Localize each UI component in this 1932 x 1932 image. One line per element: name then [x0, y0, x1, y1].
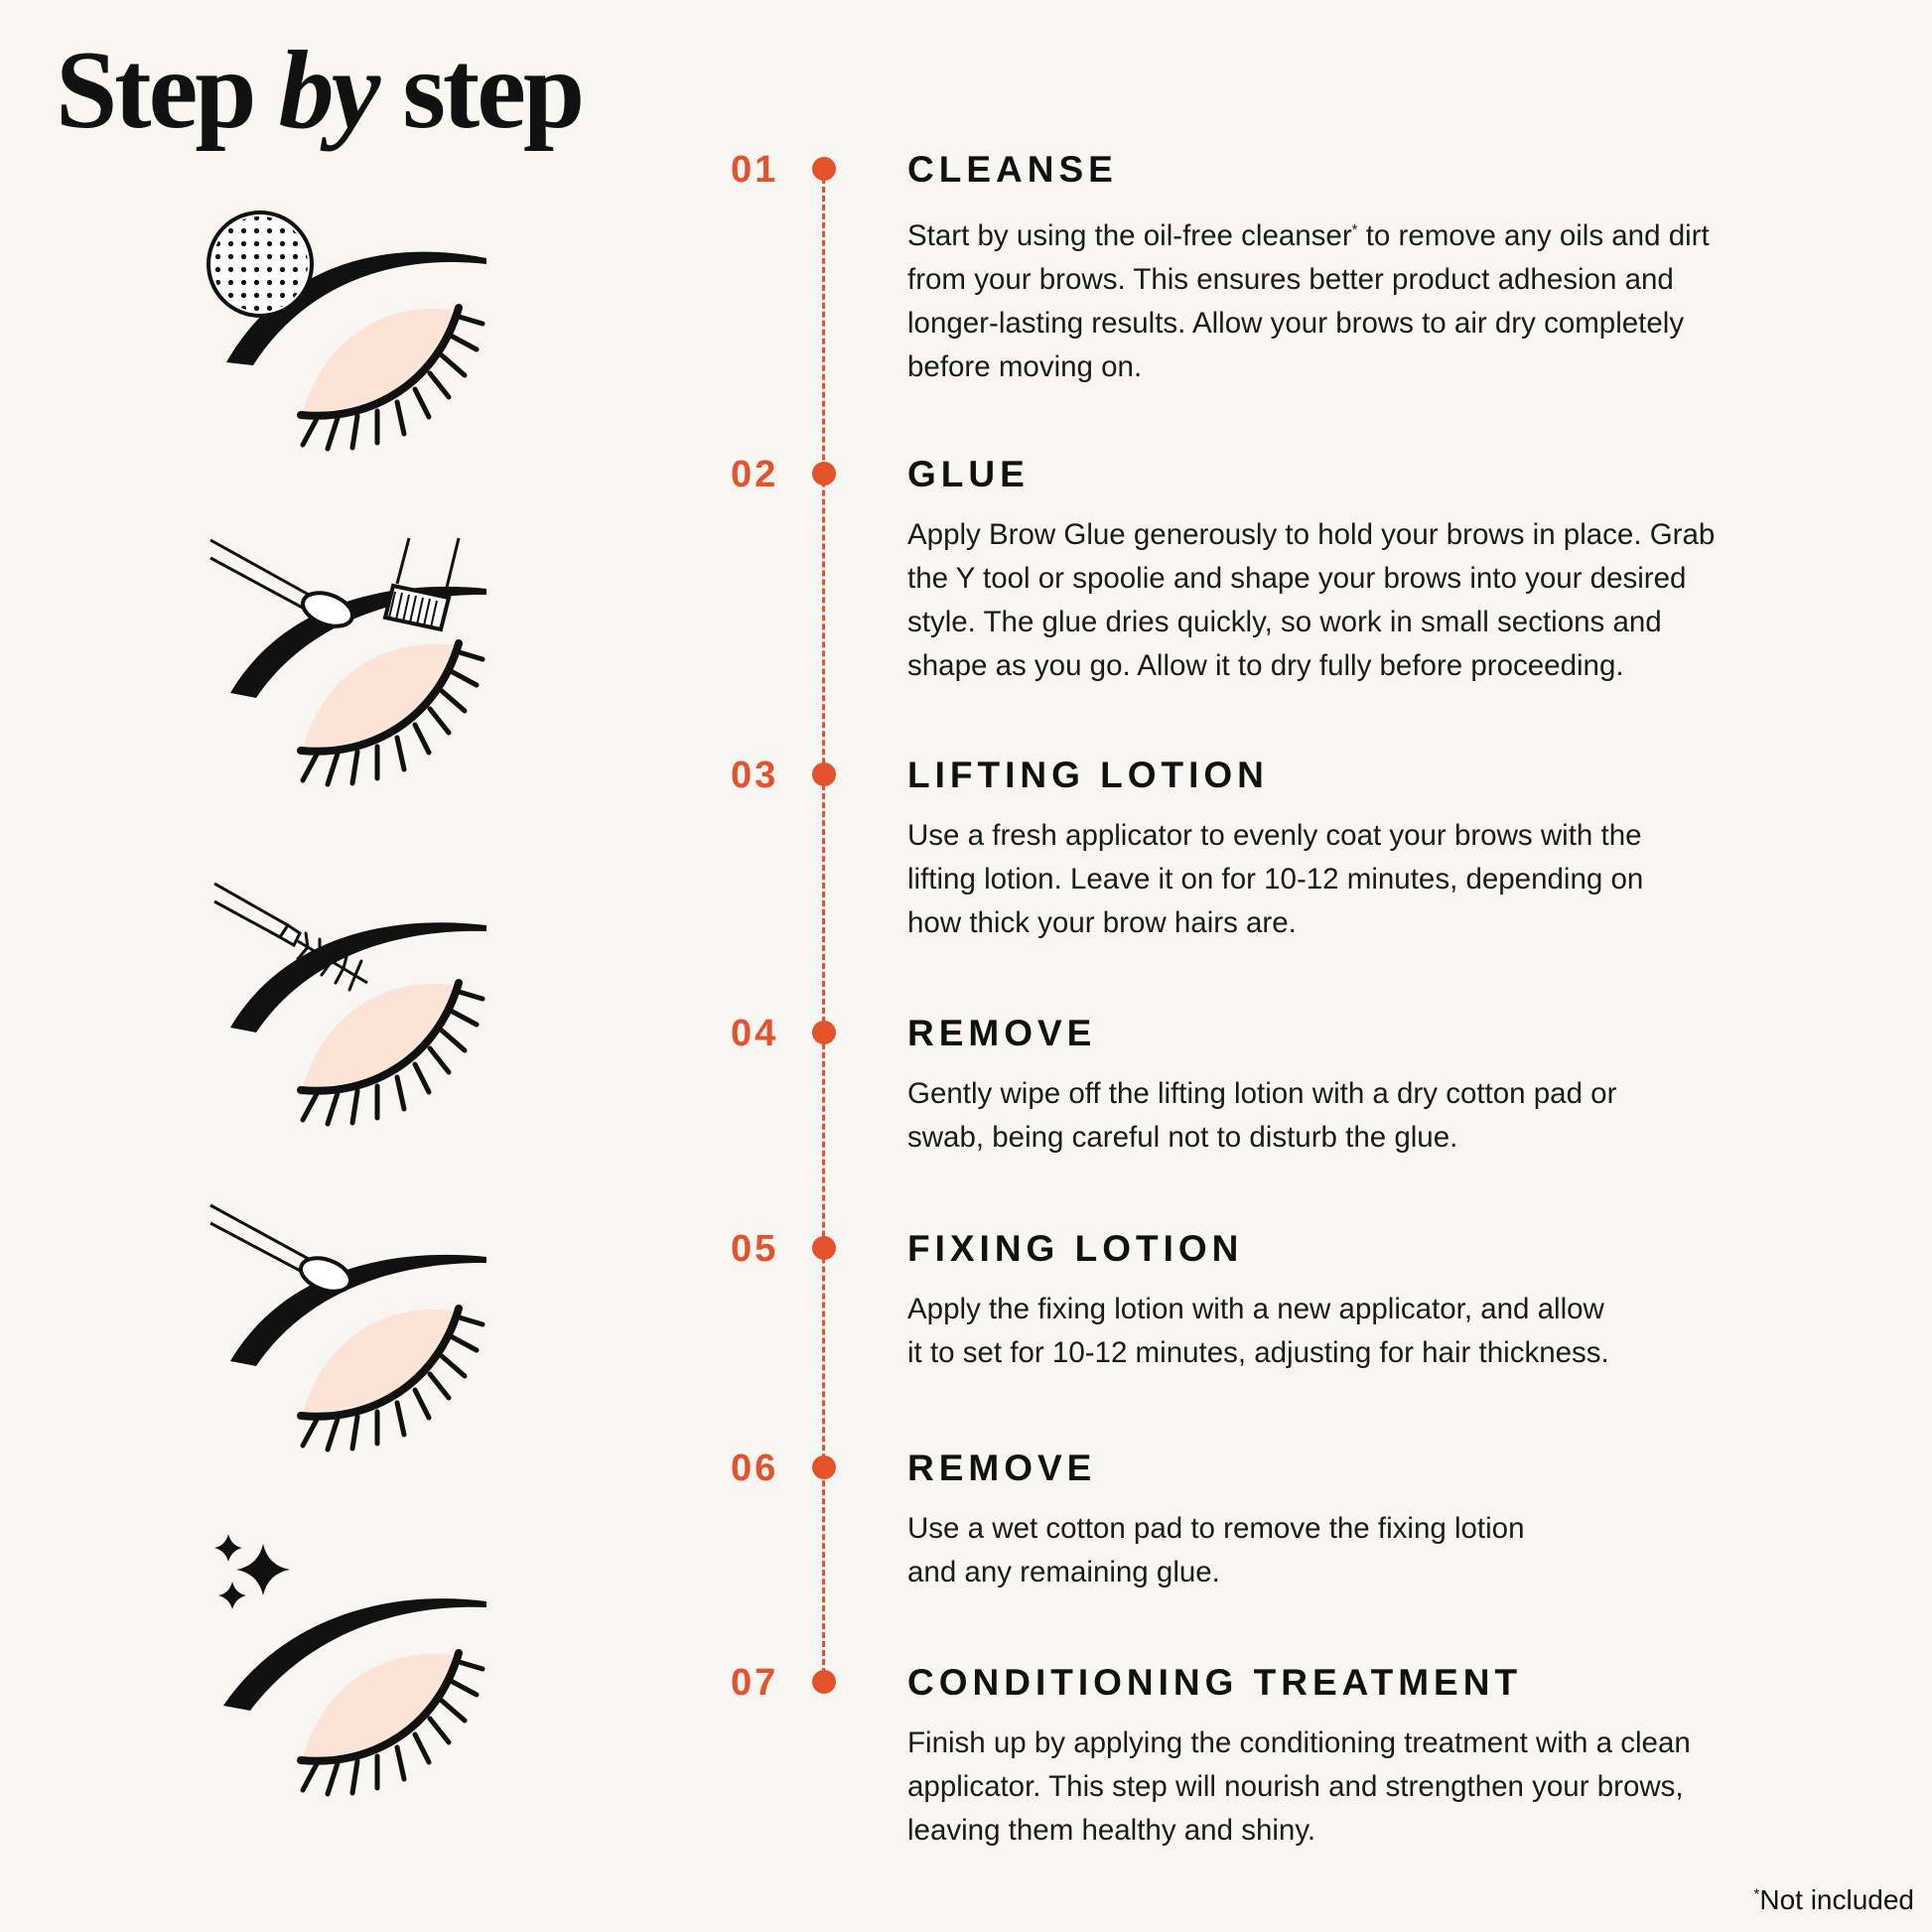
timeline-dot	[812, 1455, 836, 1479]
step-number: 05	[731, 1228, 779, 1270]
step-heading: CLEANSE	[907, 149, 1118, 190]
timeline-dot	[812, 1670, 836, 1694]
footnote	[1754, 1884, 1915, 1916]
footnote-text: Not included	[1759, 1884, 1914, 1915]
asterisk-mark: *	[1351, 221, 1358, 238]
step-number: 03	[731, 755, 779, 796]
step-description: Gently wipe off the lifting lotion with a dry cotton pad or swab, being careful not to disturb the glue.	[907, 1077, 1617, 1154]
step-heading: CONDITIONING TREATMENT	[907, 1662, 1523, 1703]
eye-applicator-y-tool-icon	[199, 534, 496, 792]
step-number: 07	[731, 1662, 779, 1704]
step-text-part: to remove any oils and dirt from your brows. This ensures better product adhesion and longer-lasting results. Allow your brows to air dry completely before moving on.	[907, 218, 1710, 383]
step-description: Use a wet cotton pad to remove the fixing lotion and any remaining glue.	[907, 1512, 1525, 1588]
step-number: 04	[731, 1013, 779, 1054]
title-part-1: Step	[56, 29, 279, 152]
timeline-dot	[812, 1021, 836, 1044]
page-title	[56, 30, 582, 152]
timeline-dot	[812, 462, 836, 485]
eye-cotton-pad-icon	[199, 199, 496, 457]
title-part-2: step	[377, 29, 583, 152]
timeline-dot	[812, 1236, 836, 1260]
timeline-dot	[812, 157, 836, 181]
step-heading: GLUE	[907, 454, 1030, 494]
asterisk-mark: *	[1753, 1885, 1760, 1903]
step-number: 02	[731, 454, 779, 495]
title-italic: by	[278, 29, 378, 152]
step-heading: REMOVE	[907, 1448, 1097, 1488]
step-description: Finish up by applying the conditioning treatment with a clean applicator. This step will nourish and strengthen your brows, leaving them healthy and shiny.	[907, 1726, 1691, 1847]
step-heading: REMOVE	[907, 1013, 1097, 1053]
step-description: Apply Brow Glue generously to hold your brows in place. Grab the Y tool or spoolie and shape your brows into your desired style. The glue dries quickly, so work in small sections and shape as you go. Allow it to dry fully before proceeding.	[907, 518, 1716, 682]
step-description	[907, 208, 1710, 389]
step-text-part: Start by using the oil-free cleanser	[907, 218, 1352, 252]
step-description: Use a fresh applicator to evenly coat your brows with the lifting lotion. Leave it on for 10-12 minutes, depending on how thick your brow hairs are.	[907, 819, 1644, 939]
eye-spoolie-brush-icon	[199, 874, 496, 1132]
step-number: 01	[731, 149, 779, 191]
step-number: 06	[731, 1448, 779, 1489]
step-description: Apply the fixing lotion with a new applicator, and allow it to set for 10-12 minutes, adjusting for hair thickness.	[907, 1293, 1609, 1369]
eye-applicator-icon	[199, 1199, 496, 1457]
step-heading: LIFTING LOTION	[907, 755, 1269, 795]
timeline-dot	[812, 762, 836, 786]
eye-sparkle-icon	[199, 1524, 496, 1802]
step-heading: FIXING LOTION	[907, 1228, 1244, 1269]
